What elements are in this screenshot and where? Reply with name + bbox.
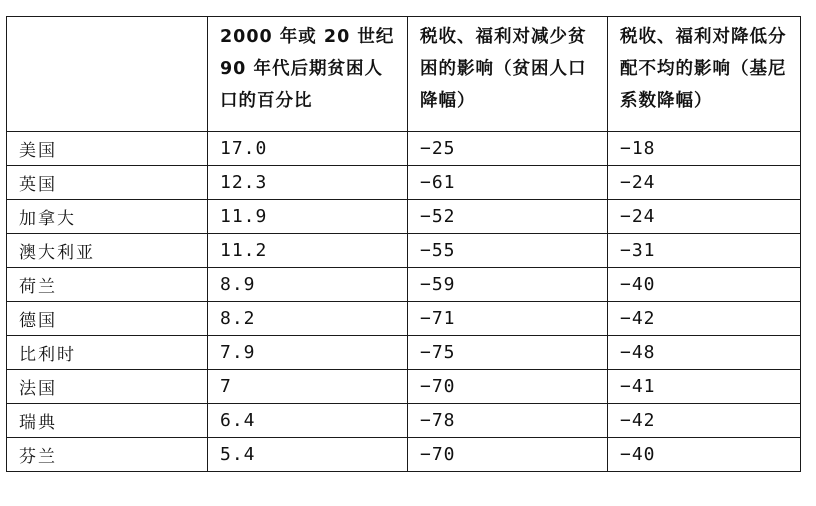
poverty-percent-cell: 11.9 bbox=[208, 200, 408, 234]
poverty-percent-cell: 7 bbox=[208, 370, 408, 404]
poverty-reduction-cell: −71 bbox=[408, 302, 608, 336]
country-cell: 芬兰 bbox=[7, 438, 208, 472]
poverty-tax-welfare-table bbox=[6, 16, 801, 472]
poverty-reduction-cell: −70 bbox=[408, 370, 608, 404]
table-row bbox=[7, 370, 801, 404]
table-body bbox=[7, 132, 801, 472]
table-row bbox=[7, 404, 801, 438]
gini-reduction-cell: −24 bbox=[608, 166, 801, 200]
header-poverty-reduction: 税收、福利对减少贫困的影响（贫困人口降幅） bbox=[408, 17, 608, 132]
poverty-percent-cell: 11.2 bbox=[208, 234, 408, 268]
gini-reduction-cell: −42 bbox=[608, 404, 801, 438]
table-row bbox=[7, 302, 801, 336]
poverty-reduction-cell: −75 bbox=[408, 336, 608, 370]
gini-reduction-cell: −41 bbox=[608, 370, 801, 404]
gini-reduction-cell: −40 bbox=[608, 268, 801, 302]
table-row bbox=[7, 268, 801, 302]
country-cell: 加拿大 bbox=[7, 200, 208, 234]
country-cell: 澳大利亚 bbox=[7, 234, 208, 268]
table-row bbox=[7, 200, 801, 234]
poverty-percent-cell: 8.9 bbox=[208, 268, 408, 302]
country-cell: 法国 bbox=[7, 370, 208, 404]
country-cell: 英国 bbox=[7, 166, 208, 200]
country-cell: 荷兰 bbox=[7, 268, 208, 302]
poverty-percent-cell: 8.2 bbox=[208, 302, 408, 336]
poverty-reduction-cell: −25 bbox=[408, 132, 608, 166]
poverty-reduction-cell: −59 bbox=[408, 268, 608, 302]
header-poverty-percent: 2000 年或 20 世纪 90 年代后期贫困人口的百分比 bbox=[208, 17, 408, 132]
poverty-percent-cell: 17.0 bbox=[208, 132, 408, 166]
country-cell: 德国 bbox=[7, 302, 208, 336]
table-header bbox=[7, 17, 801, 132]
table-row bbox=[7, 438, 801, 472]
header-row bbox=[7, 17, 801, 132]
gini-reduction-cell: −18 bbox=[608, 132, 801, 166]
gini-reduction-cell: −31 bbox=[608, 234, 801, 268]
table-row bbox=[7, 234, 801, 268]
gini-reduction-cell: −42 bbox=[608, 302, 801, 336]
table-row bbox=[7, 132, 801, 166]
country-cell: 瑞典 bbox=[7, 404, 208, 438]
poverty-percent-cell: 12.3 bbox=[208, 166, 408, 200]
table-row bbox=[7, 166, 801, 200]
gini-reduction-cell: −40 bbox=[608, 438, 801, 472]
header-country-blank bbox=[7, 17, 208, 132]
poverty-reduction-cell: −55 bbox=[408, 234, 608, 268]
country-cell: 美国 bbox=[7, 132, 208, 166]
poverty-reduction-cell: −61 bbox=[408, 166, 608, 200]
gini-reduction-cell: −48 bbox=[608, 336, 801, 370]
header-gini-reduction: 税收、福利对降低分配不均的影响（基尼系数降幅） bbox=[608, 17, 801, 132]
gini-reduction-cell: −24 bbox=[608, 200, 801, 234]
poverty-reduction-cell: −52 bbox=[408, 200, 608, 234]
poverty-percent-cell: 6.4 bbox=[208, 404, 408, 438]
poverty-reduction-cell: −78 bbox=[408, 404, 608, 438]
table-row bbox=[7, 336, 801, 370]
poverty-percent-cell: 7.9 bbox=[208, 336, 408, 370]
poverty-percent-cell: 5.4 bbox=[208, 438, 408, 472]
poverty-reduction-cell: −70 bbox=[408, 438, 608, 472]
country-cell: 比利时 bbox=[7, 336, 208, 370]
